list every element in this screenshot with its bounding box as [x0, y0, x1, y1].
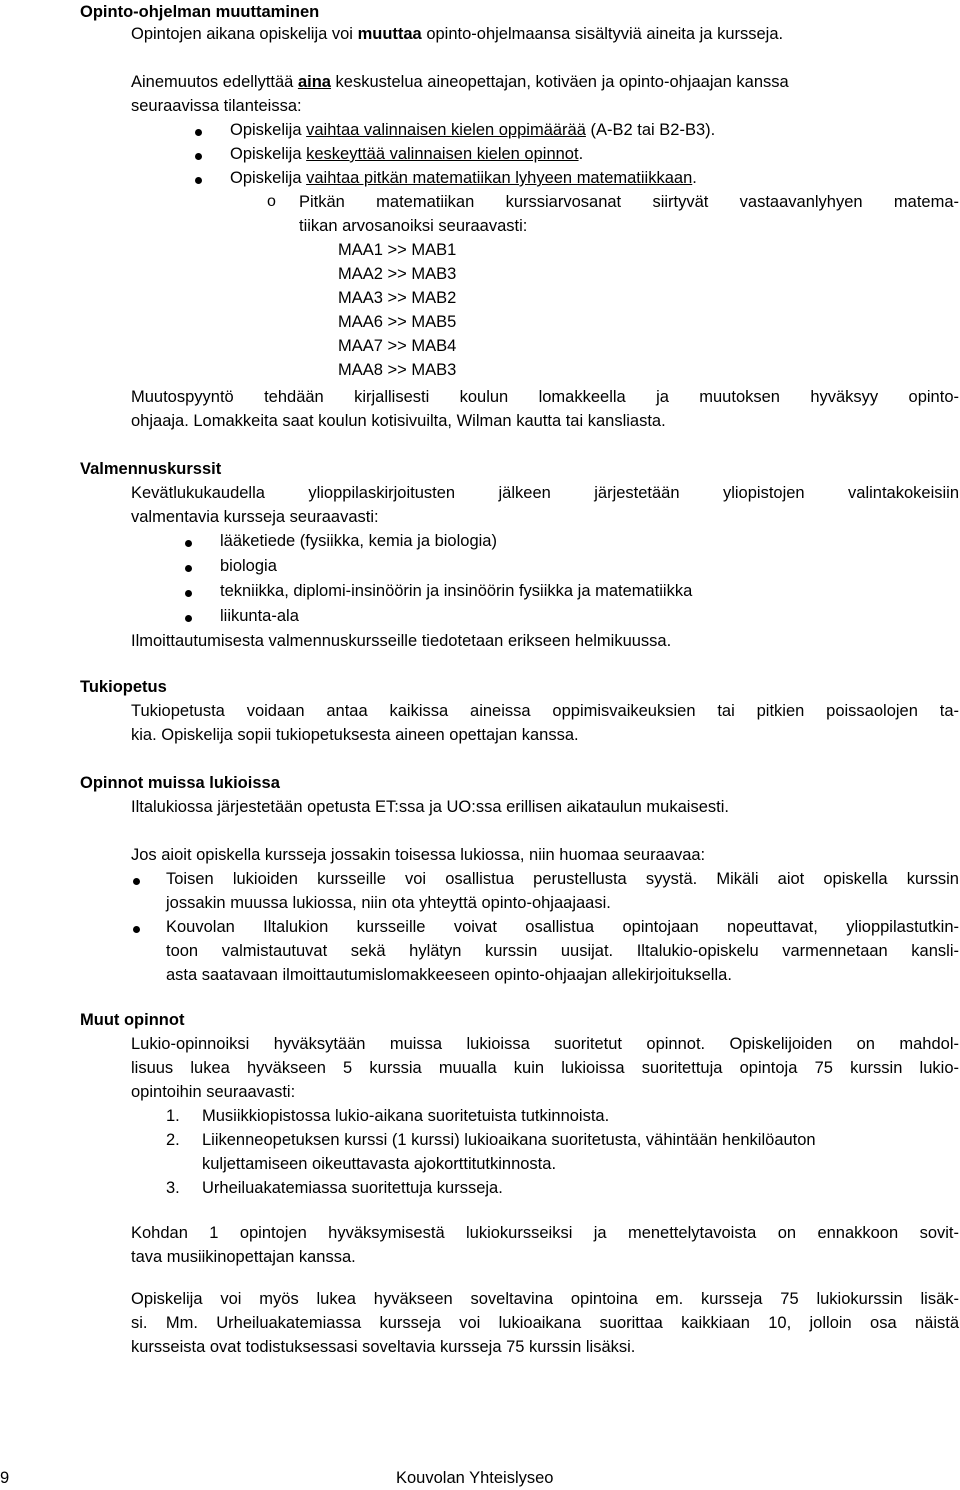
paragraph-line: valmentavia kursseja seuraavasti: [131, 508, 379, 526]
paragraph: Jos aioit opiskella kursseja jossakin toisessa lukiossa, niin huomaa seuraavaa: [131, 846, 706, 864]
paragraph-line: ohjaaja. Lomakkeita saat koulun kotisivuilta, Wilman kautta tai kansliasta. [131, 412, 666, 430]
paragraph: Iltalukiossa järjestetään opetusta ET:ssa ja UO:ssa erillisen aikataulun mukaisesti. [131, 798, 729, 816]
paragraph: Ainemuutos edellyttää aina keskustelua aineopettajan, kotiväen ja opinto-ohjaajan kanssa [131, 73, 789, 91]
list-item-line: jossakin muussa lukiossa, niin ota yhteyttä opinto-ohjaajaasi. [166, 894, 611, 912]
course-mapping: MAA1 >> MAB1 [338, 241, 457, 259]
bullet-icon [185, 565, 192, 572]
paragraph-line: tava musiikinopettajan kanssa. [131, 1248, 356, 1266]
course-mapping: MAA2 >> MAB3 [338, 265, 457, 283]
course-mapping: MAA8 >> MAB3 [338, 361, 457, 379]
course-mapping: MAA7 >> MAB4 [338, 337, 457, 355]
section-heading-tukiopetus: Tukiopetus [80, 678, 167, 696]
bullet-icon [133, 926, 140, 933]
list-item: Toisen lukioiden kursseille voi osallistua perustellusta syystä. Mikäli aiot opiskella kurssin [166, 870, 959, 888]
list-number: 3. [166, 1179, 180, 1197]
bullet-icon [133, 878, 140, 885]
paragraph-line: kursseista ovat todistuksessasi soveltavia kursseja 75 kurssin lisäksi. [131, 1338, 636, 1356]
list-item: tekniikka, diplomi-insinöörin ja insinöörin fysiikka ja matematiikka [220, 582, 693, 600]
sub-bullet-icon: o [267, 193, 276, 210]
paragraph-line: opintoihin seuraavasti: [131, 1083, 296, 1101]
paragraph: Ilmoittautumisesta valmennuskursseille tiedotetaan erikseen helmikuussa. [131, 632, 672, 650]
course-mapping: MAA3 >> MAB2 [338, 289, 457, 307]
numbered-item: Liikenneopetuksen kurssi (1 kurssi) lukioaikana suoritetusta, vähintään henkilöauton [202, 1131, 816, 1149]
list-item: Opiskelija vaihtaa pitkän matematiikan lyhyeen matematiikkaan. [230, 169, 697, 187]
paragraph-line: lisuus lukea hyväkseen 5 kurssia muualla kuin lukioissa suoritettuja opintoja 75 kurssin lukio- [131, 1059, 959, 1077]
list-item-line: toon valmistautuvat sekä hylätyn kurssin uusijat. Iltalukio-opiskelu varmennetaan kansli- [166, 942, 959, 960]
list-number: 2. [166, 1131, 180, 1149]
paragraph: Kevätlukukaudella ylioppilaskirjoitusten jälkeen järjestetään yliopistojen valintakokeisiin [131, 484, 959, 502]
list-item: liikunta-ala [220, 607, 299, 625]
section-heading-opinnot-muissa-lukioissa: Opinnot muissa lukioissa [80, 774, 280, 792]
bullet-icon [185, 615, 192, 622]
section-heading-valmennuskurssit: Valmennuskurssit [80, 460, 222, 478]
bullet-icon [195, 129, 202, 136]
numbered-item: Urheiluakatemiassa suoritettuja kursseja. [202, 1179, 503, 1197]
list-item: Opiskelija vaihtaa valinnaisen kielen oppimäärää (A-B2 tai B2-B3). [230, 121, 716, 139]
bullet-icon [195, 153, 202, 160]
list-item: lääketiede (fysiikka, kemia ja biologia) [220, 532, 497, 550]
section-heading-muut-opinnot: Muut opinnot [80, 1011, 185, 1029]
paragraph: Lukio-opinnoiksi hyväksytään muissa lukioissa suoritetut opinnot. Opiskelijoiden on mahdol- [131, 1035, 959, 1053]
paragraph: Muutospyyntö tehdään kirjallisesti koulun lomakkeella ja muutoksen hyväksyy opinto- [131, 388, 959, 406]
sub-list-item: Pitkän matematiikan kurssiarvosanat siirtyvät vastaavanlyhyen matema- [299, 193, 959, 211]
bullet-icon [185, 540, 192, 547]
course-mapping: MAA6 >> MAB5 [338, 313, 457, 331]
sub-list-item-line: tiikan arvosanoiksi seuraavasti: [299, 217, 528, 235]
paragraph: Opintojen aikana opiskelija voi muuttaa opinto-ohjelmaansa sisältyviä aineita ja kursseja. [131, 25, 784, 43]
list-item-line: asta saatavaan ilmoittautumislomakkeeseen opinto-ohjaajan allekirjoituksella. [166, 966, 732, 984]
numbered-item-line: kuljettamiseen oikeuttavasta ajokorttitutkinnosta. [202, 1155, 557, 1173]
page-number: 9 [0, 1469, 10, 1487]
footer-school-name: Kouvolan Yhteislyseo [396, 1469, 554, 1487]
numbered-item: Musiikkiopistossa lukio-aikana suoritetuista tutkinnoista. [202, 1107, 610, 1125]
section-heading-opinto-ohjelman-muuttaminen: Opinto-ohjelman muuttaminen [80, 3, 320, 21]
paragraph: Kohdan 1 opintojen hyväksymisestä lukiokursseiksi ja menettelytavoista on ennakkoon sovit- [131, 1224, 959, 1242]
paragraph-line: kia. Opiskelija sopii tukiopetuksesta aineen opettajan kanssa. [131, 726, 579, 744]
paragraph-line: si. Mm. Urheiluakatemiassa kursseja voi lukioaikana suorittaa kaikkiaan 10, jolloin osa näistä [131, 1314, 959, 1332]
paragraph-line: seuraavissa tilanteissa: [131, 97, 302, 115]
bullet-icon [195, 177, 202, 184]
paragraph: Opiskelija voi myös lukea hyväkseen soveltavina opintoina em. kursseja 75 lukiokurssin lisäk- [131, 1290, 959, 1308]
list-item: Kouvolan Iltalukion kursseille voivat osallistua opintojaan nopeuttavat, ylioppilastutkin- [166, 918, 959, 936]
bullet-icon [185, 590, 192, 597]
list-number: 1. [166, 1107, 180, 1125]
list-item: biologia [220, 557, 277, 575]
list-item: Opiskelija keskeyttää valinnaisen kielen opinnot. [230, 145, 584, 163]
paragraph: Tukiopetusta voidaan antaa kaikissa aineissa oppimisvaikeuksien tai pitkien poissaolojen ta- [131, 702, 959, 720]
